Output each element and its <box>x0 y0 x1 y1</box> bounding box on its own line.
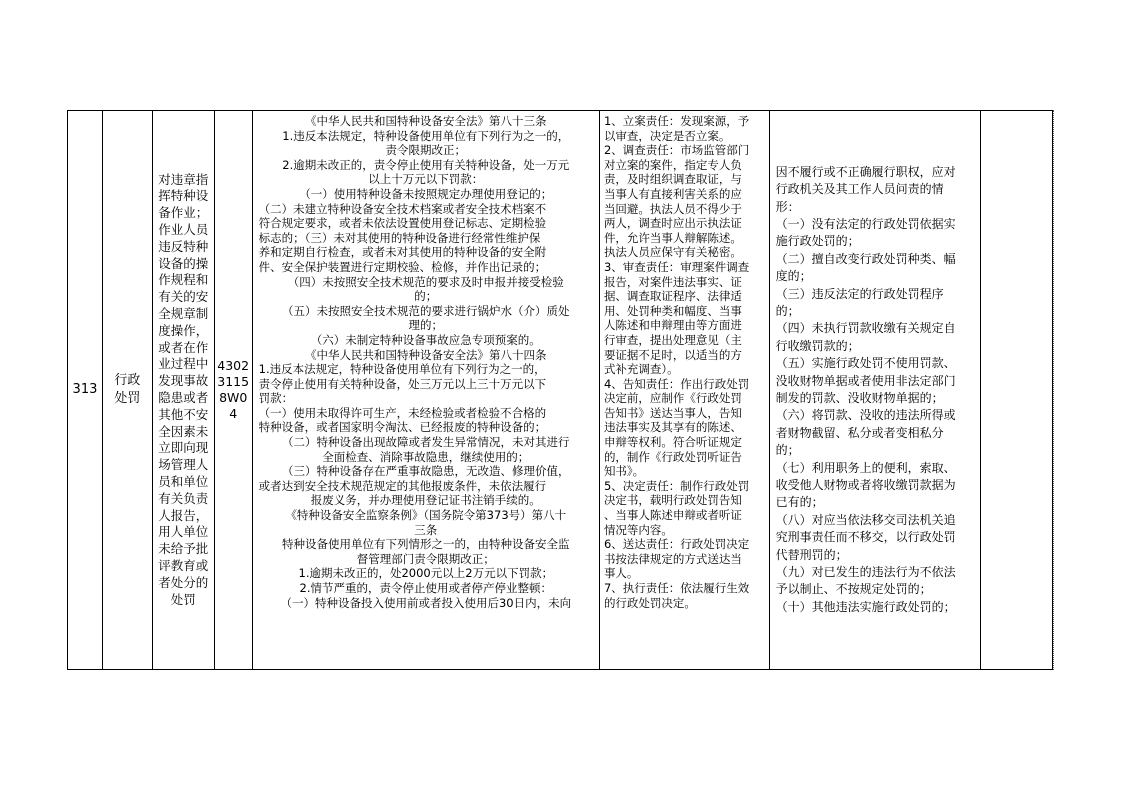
item-name-cell <box>153 111 215 669</box>
responsibility-line: 式补充调查）。 <box>603 362 679 377</box>
item-name-line: 有关的安 <box>158 289 209 305</box>
responsibility-line: 3、审查责任：审理案件调查 <box>603 259 750 274</box>
responsibility-line: 报告，对案件违法事实、证 <box>603 274 742 289</box>
responsibility-line: 以审查，决定是否立案。 <box>603 128 731 143</box>
accountability-line: （二）擅自改变行政处罚种类、幅 <box>775 251 956 266</box>
row-number: 313 <box>72 381 98 397</box>
accountability-line: （七）利用职务上的便利，索取、 <box>775 460 956 475</box>
legal-basis-line: 三条 <box>414 522 438 537</box>
legal-basis-line: （一）特种设备投入使用前或者投入使用后30日内，未向 <box>280 595 572 610</box>
responsibility-line: 申辩等权利。符合听证规定 <box>603 435 742 450</box>
legal-basis-line: 1.违反本法规定，特种设备使用单位有下列行为之一的， <box>258 362 546 377</box>
power-list-table <box>67 110 1053 670</box>
item-name-line: 对违章指 <box>158 171 209 187</box>
item-name-line: 设备的操 <box>158 255 209 271</box>
accountability-line: 度的； <box>775 269 812 284</box>
page-edge-dotted-line <box>1053 110 1054 670</box>
accountability-line: 的； <box>775 303 800 318</box>
responsibility-line: 1、立案责任：发现案源，予 <box>603 114 750 128</box>
legal-basis-line: （六）未制定特种设备事故应急专项预案的。 <box>310 332 541 347</box>
item-name-line: 者处分的 <box>158 574 209 590</box>
legal-basis-line: （二）特种设备出现故障或者发生异常情况，未对其进行 <box>282 435 570 450</box>
legal-basis-line: 或者达到安全技术规范规定的其他报废条件，未依法履行 <box>258 478 547 493</box>
accountability-line: 因不履行或不正确履行职权，应对 <box>775 164 956 179</box>
legal-basis-line: 1.逾期未改正的，处2000元以上2万元以下罚款； <box>298 566 554 581</box>
responsibility-line: 人陈述和申辩理由等方面进 <box>603 318 742 333</box>
accountability-line: 予以制止、不按规定处罚的； <box>775 582 932 597</box>
accountability-line: （六）将罚款、没收的违法所得或 <box>775 408 956 423</box>
item-name-line: 员和单位 <box>158 473 209 489</box>
legal-basis-line: （二）未建立特种设备安全技术档案或者安全技术档案不 <box>258 201 547 216</box>
item-code: 43023115 8W04 <box>217 358 250 421</box>
legal-basis-line: （一）使用特种设备未按照规定办理使用登记的； <box>299 186 553 201</box>
legal-basis-line: （五）未按照安全技术规范的要求进行锅炉水（介）质处 <box>282 303 570 318</box>
responsibility-line: 要证据不足时，以适当的方 <box>603 347 742 362</box>
accountability-line: （五）实施行政处罚不使用罚款、 <box>775 356 956 371</box>
responsibility-line: 件，允许当事人辩解陈述。 <box>603 230 742 245</box>
accountability-line: 的； <box>775 443 800 458</box>
accountability-line: 行收缴罚款的； <box>775 338 860 353</box>
legal-basis-text <box>259 114 593 610</box>
responsibility-line: 的行政处罚决定。 <box>603 595 696 610</box>
item-name-line: 场管理人 <box>158 457 209 473</box>
accountability-line: 代替刑罚的； <box>775 547 848 562</box>
item-name-line: 处罚 <box>170 591 196 607</box>
responsibility-line: 情况等内容。 <box>603 522 673 537</box>
legal-basis-line: 全面检查、消除事故隐患，继续使用的； <box>322 449 530 464</box>
item-name-line: 作规程和 <box>158 272 209 288</box>
responsibility-line: 责，及时组织调查取证，与 <box>603 172 742 187</box>
legal-basis-line: 件、安全保护装置进行定期校验、检修，并作出记录的； <box>258 259 547 274</box>
legal-basis-line: 的； <box>414 289 438 304</box>
accountability-line: （八）对应当依法移交司法机关追 <box>775 512 956 527</box>
responsibility-line: 书按法律规定的方式送达当 <box>603 551 742 566</box>
responsibility-line: 的，制作《行政处罚听证告 <box>603 449 742 464</box>
item-name-line: 有关负责 <box>158 490 209 506</box>
legal-basis-cell <box>253 111 600 669</box>
legal-basis-line: 督管理部门责令限期改正； <box>356 551 495 566</box>
accountability-line: 究刑事责任而不移交，以行政处罚 <box>775 530 956 545</box>
responsibility-line: 6、送达责任：行政处罚决定 <box>603 537 750 552</box>
legal-basis-line: 2.情节严重的，责令停止使用或者停产停业整顿： <box>299 581 553 595</box>
responsibility-line: 知书》。 <box>603 464 645 479</box>
item-name-line: 业过程中 <box>158 356 209 372</box>
legal-basis-line: 《中华人民共和国特种设备安全法》第八十三条 <box>305 114 547 128</box>
item-name-line: 度操作， <box>158 322 209 338</box>
accountability-line: 收受他人财物或者将收缴罚款据为 <box>775 478 956 493</box>
legal-basis-line: 符合规定要求，或者未依法设置使用登记标志、定期检验 <box>258 216 547 231</box>
accountability-line: （四）未执行罚款收缴有关规定自 <box>775 321 956 336</box>
item-name-line: 人报告， <box>158 507 209 523</box>
accountability-line: 制发的罚款、没收财物单据的； <box>775 391 944 405</box>
responsibility-line: 违法事实及其享有的陈述、 <box>603 420 742 435</box>
power-type: 行政处罚 <box>114 373 141 406</box>
accountability-line: （十）其他违法实施行政处罚的； <box>775 599 956 614</box>
responsibility-line: 7、执行责任：依法履行生效 <box>603 581 750 595</box>
accountability-line: （九）对已发生的违法行为不依法 <box>775 565 956 580</box>
legal-basis-line: 2.逾期未改正的，责令停止使用有关特种设备，处一万元 <box>282 157 570 172</box>
responsibility-cell <box>600 111 770 669</box>
legal-basis-line: 养和定期自行检查，或者未对其使用的特种设备的安全附 <box>258 245 547 260</box>
accountability-line: （一）没有法定的行政处罚依据实 <box>775 216 956 231</box>
legal-basis-line: （三）特种设备存在严重事故隐患，无改造、修理价值， <box>282 464 570 479</box>
legal-basis-line: （四）未按照安全技术规范的要求及时申报并接受检验 <box>287 274 564 289</box>
row-number-cell <box>68 111 103 669</box>
responsibility-line: 决定书，载明行政处罚告知 <box>603 493 742 508</box>
accountability-line: 没收财物单据或者使用非法定部门 <box>775 373 956 388</box>
responsibility-text <box>604 114 765 610</box>
responsibility-line: 当回避。执法人员不得少于 <box>603 201 742 216</box>
legal-basis-line: 责令停止使用有关特种设备，处三万元以上三十万元以下 <box>258 376 547 391</box>
item-name-line: 评教育或 <box>158 557 209 573</box>
item-name-line: 其他不安 <box>158 406 209 422</box>
responsibility-line: 、当事人陈述申辩或者听证 <box>603 508 742 523</box>
responsibility-line: 告知书》送达当事人，告知 <box>603 405 742 420</box>
responsibility-line: 决定前，应制作《行政处罚 <box>603 391 742 406</box>
power-type-cell <box>103 111 153 669</box>
accountability-line: 已有的； <box>775 495 824 510</box>
accountability-line: 形： <box>775 199 800 214</box>
legal-basis-line: （一）使用未取得许可生产，未经检验或者检验不合格的 <box>258 405 547 420</box>
responsibility-line: 当事人有直接利害关系的应 <box>603 186 742 201</box>
accountability-line: 施行政处罚的； <box>775 234 860 249</box>
legal-basis-line: 标志的；（三）未对其使用的特种设备进行经常性维护保 <box>258 230 541 245</box>
responsibility-line: 据、调查取证程序、法律适 <box>603 289 742 304</box>
accountability-cell <box>770 111 982 669</box>
item-name-line: 隐患或者 <box>158 390 209 405</box>
item-name-line: 全规章制 <box>158 306 209 322</box>
item-name-line: 发现事故 <box>158 373 209 389</box>
item-name-line: 全因素未 <box>158 423 209 439</box>
item-name-line: 未给予批 <box>158 541 209 557</box>
responsibility-line: 4、告知责任：作出行政处罚 <box>603 376 750 391</box>
item-name-line: 违反特种 <box>158 238 209 254</box>
legal-basis-line: 特种设备，或者国家明令淘汰、已经报废的特种设备的； <box>258 420 547 435</box>
responsibility-line: 事人。 <box>603 566 639 581</box>
item-name-line: 备作业； <box>158 205 209 221</box>
responsibility-line: 对立案的案件，指定专人负 <box>603 157 742 172</box>
legal-basis-line: 报废义务，并办理使用登记证书注销手续的。 <box>310 493 541 508</box>
item-name-line: 用人单位 <box>158 524 209 540</box>
accountability-line: 行政机关及其工作人员问责的情 <box>775 182 944 197</box>
responsibility-line: 2、调查责任：市场监管部门 <box>603 143 750 158</box>
legal-basis-line: 罚款： <box>258 391 294 406</box>
legal-basis-line: 责令限期改正； <box>385 143 467 158</box>
legal-basis-line: 以上十万元以下罚款： <box>368 172 484 187</box>
item-name <box>158 172 208 609</box>
item-name-line: 或者在作 <box>158 339 209 355</box>
responsibility-line: 用、处罚种类和幅度、当事 <box>603 303 742 318</box>
accountability-line: 者财物截留、私分或者变相私分 <box>775 425 944 440</box>
accountability-text <box>776 164 975 617</box>
accountability-line: （三）违反法定的行政处罚程序 <box>775 286 944 301</box>
item-name-line: 挥特种设 <box>158 188 209 204</box>
item-name-line: 作业人员 <box>158 222 209 238</box>
responsibility-line: 执法人员应保守有关秘密。 <box>603 245 742 260</box>
legal-basis-line: 特种设备使用单位有下列情形之一的，由特种设备安全监 <box>282 537 570 552</box>
responsibility-line: 5、决定责任：制作行政处罚 <box>603 478 750 493</box>
responsibility-line: 行审查，提出处理意见（主 <box>603 332 742 347</box>
item-name-line: 立即向现 <box>158 440 209 456</box>
remark-cell <box>981 111 1052 669</box>
item-code-cell <box>215 111 253 669</box>
legal-basis-line: 1.违反本法规定，特种设备使用单位有下列行为之一的， <box>282 128 570 143</box>
legal-basis-line: 理的； <box>408 318 444 333</box>
responsibility-line: 两人，调查时应出示执法证 <box>603 216 742 231</box>
legal-basis-line: 《中华人民共和国特种设备安全法》第八十四条 <box>305 347 547 362</box>
legal-basis-line: 《特种设备安全监察条例》（国务院令第373号）第八十 <box>285 508 567 523</box>
